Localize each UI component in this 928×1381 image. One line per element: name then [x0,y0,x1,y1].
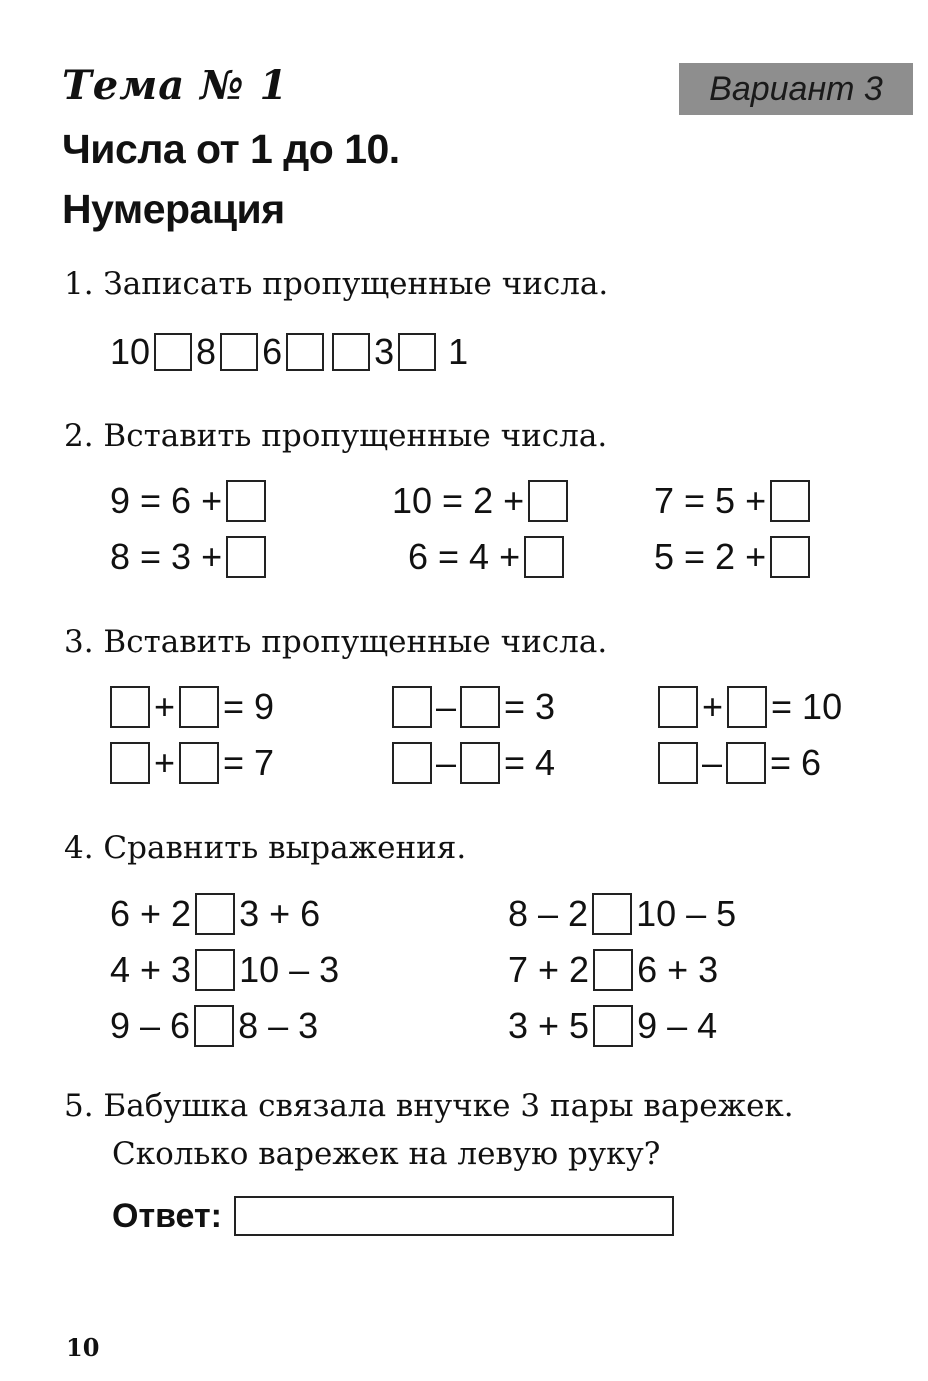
comparison-sign-box[interactable] [593,1005,633,1047]
page-number: 10 [66,1333,100,1362]
expr-right: 6 + 3 [637,949,719,990]
equation-result: = 3 [504,686,556,727]
comparison-row [110,1005,717,1047]
task1-label: 1. Записать пропущенные числа. [64,266,609,302]
seq-answer-box[interactable] [286,333,324,371]
comparison-sign-box[interactable] [593,949,633,991]
seq-number: 1 [448,331,469,372]
operator: + [702,686,724,727]
seq-number: 10 [110,331,151,372]
expr-left: 6 + 2 [110,893,192,934]
expr-right: 10 – 3 [239,949,340,990]
task5-question-line1: 5. Бабушка связала внучке 3 пары варежек. [64,1088,794,1124]
equation-answer-box[interactable] [528,480,568,522]
equation-text: 7 = 5 + [654,480,767,521]
comparison [508,893,736,935]
equation-answer-box[interactable] [460,686,500,728]
answer-row [112,1196,674,1236]
equation [106,686,388,728]
seq-number: 3 [374,331,395,372]
equation-result: = 9 [223,686,275,727]
seq-answer-box[interactable] [332,333,370,371]
equation-answer-box[interactable] [226,480,266,522]
equation-answer-box[interactable] [524,536,564,578]
page-title-line2: Нумерация [62,186,285,232]
topic-heading: Тема № 1 [62,62,289,109]
equation [388,686,654,728]
variant-badge [679,63,913,115]
expr-right: 9 – 4 [637,1005,718,1046]
task3-row [106,742,821,784]
expr-left: 4 + 3 [110,949,192,990]
comparison-row [110,893,736,935]
equation-result: = 10 [771,686,843,727]
equation [408,536,654,578]
equation-answer-box[interactable] [179,742,219,784]
equation-result: = 6 [770,742,822,783]
equation-answer-box[interactable] [460,742,500,784]
equation-answer-box[interactable] [392,742,432,784]
comparison [110,1005,508,1047]
seq-answer-box[interactable] [154,333,192,371]
equation [654,536,814,578]
equation-answer-box[interactable] [226,536,266,578]
equation [106,742,388,784]
task2-label: 2. Вставить пропущенные числа. [64,418,608,454]
equation-text: 8 = 3 + [110,536,223,577]
equation-answer-box[interactable] [392,686,432,728]
expr-left: 8 – 2 [508,893,589,934]
task3-row [106,686,842,728]
comparison [508,1005,717,1047]
seq-answer-box[interactable] [220,333,258,371]
page-title-line1: Числа от 1 до 10. [62,126,400,172]
comparison [110,949,508,991]
comparison [508,949,718,991]
expr-left: 3 + 5 [508,1005,590,1046]
equation [654,480,814,522]
equation-answer-box[interactable] [110,742,150,784]
operator: + [154,686,176,727]
equation-answer-box[interactable] [110,686,150,728]
operator: + [154,742,176,783]
equation [388,742,654,784]
expr-left: 7 + 2 [508,949,590,990]
comparison-sign-box[interactable] [195,893,235,935]
expr-right: 10 – 5 [636,893,737,934]
task2-row [110,480,814,522]
equation-answer-box[interactable] [770,536,810,578]
equation-answer-box[interactable] [770,480,810,522]
answer-input[interactable] [234,1196,674,1236]
equation-text: 6 = 4 + [408,536,521,577]
equation-answer-box[interactable] [727,686,767,728]
comparison-sign-box[interactable] [194,1005,234,1047]
equation-answer-box[interactable] [658,742,698,784]
equation-text: 5 = 2 + [654,536,767,577]
equation-answer-box[interactable] [179,686,219,728]
seq-number: 8 [196,331,217,372]
comparison-sign-box[interactable] [195,949,235,991]
equation-result: = 7 [223,742,275,783]
task3-label: 3. Вставить пропущенные числа. [64,624,608,660]
equation [392,480,654,522]
comparison-row [110,949,718,991]
task4-label: 4. Сравнить выражения. [64,830,467,866]
expr-left: 9 – 6 [110,1005,191,1046]
seq-answer-box[interactable] [398,333,436,371]
equation [654,742,821,784]
equation [654,686,842,728]
equation [110,480,392,522]
variant-label: Вариант 3 [709,69,883,108]
equation-text: 10 = 2 + [392,480,525,521]
equation-result: = 4 [504,742,556,783]
answer-label: Ответ: [112,1196,222,1235]
task2-row [110,536,814,578]
task1-sequence [110,330,468,374]
operator: – [702,742,723,783]
equation-answer-box[interactable] [726,742,766,784]
operator: – [436,686,457,727]
expr-right: 3 + 6 [239,893,321,934]
seq-number: 6 [262,331,283,372]
equation [110,536,408,578]
operator: – [436,742,457,783]
equation-answer-box[interactable] [658,686,698,728]
expr-right: 8 – 3 [238,1005,319,1046]
comparison [110,893,508,935]
equation-text: 9 = 6 + [110,480,223,521]
comparison-sign-box[interactable] [592,893,632,935]
task5-question-line2: Сколько варежек на левую руку? [112,1136,661,1172]
